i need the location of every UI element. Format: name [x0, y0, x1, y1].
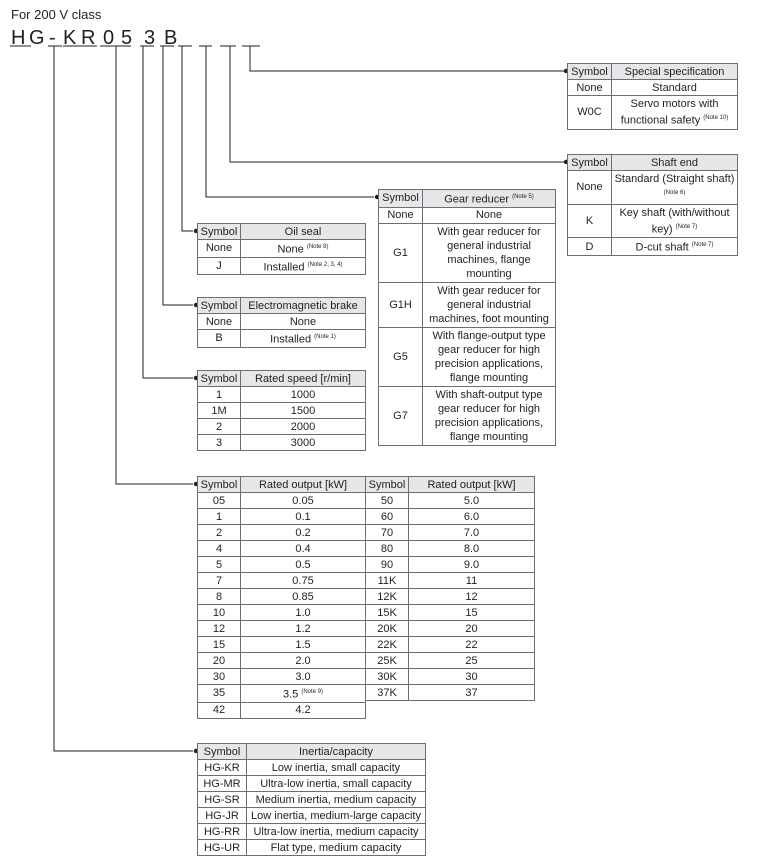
value-cell: 8.0 — [409, 541, 535, 557]
inertia-header: Inertia/capacity — [247, 744, 426, 760]
symbol-cell: D — [568, 238, 612, 256]
value-cell: 3.5 $^{(Note 9)}$ — [241, 685, 366, 703]
inertia-table — [197, 743, 426, 856]
symbol-header: Symbol — [568, 155, 612, 171]
symbol-cell: 35 — [198, 685, 241, 703]
value-cell: Flat type, medium capacity — [247, 840, 426, 856]
symbol-cell: 2 — [198, 525, 241, 541]
model-char: 3 — [144, 27, 156, 49]
symbol-header: Symbol — [198, 477, 241, 493]
symbol-cell: 1M — [198, 403, 241, 419]
symbol-cell: B — [198, 330, 241, 348]
shaft-end-header: Shaft end — [612, 155, 738, 171]
value-cell: 1000 — [241, 387, 366, 403]
value-cell: 0.1 — [241, 509, 366, 525]
value-cell: With flange-output type gear reducer for high precision applications, flange mounting — [423, 327, 556, 386]
value-cell: Servo motors with functional safety $^{(Note 10)}$ — [612, 96, 738, 130]
symbol-cell: None — [568, 80, 612, 96]
symbol-cell: 80 — [366, 541, 409, 557]
special-spec-table — [567, 63, 738, 130]
value-cell: 0.85 — [241, 589, 366, 605]
symbol-cell: 15 — [198, 637, 241, 653]
model-char: H — [11, 27, 26, 49]
value-cell: 25 — [409, 653, 535, 669]
symbol-header: Symbol — [366, 477, 409, 493]
model-char: 0 — [103, 27, 115, 49]
symbol-cell: 15K — [366, 605, 409, 621]
brake-table — [197, 297, 366, 348]
model-char: K — [63, 27, 77, 49]
value-cell: Ultra-low inertia, small capacity — [247, 776, 426, 792]
symbol-cell: HG-RR — [198, 824, 247, 840]
value-cell: None — [241, 314, 366, 330]
symbol-cell: 11K — [366, 573, 409, 589]
symbol-cell: 7 — [198, 573, 241, 589]
value-cell: 0.05 — [241, 493, 366, 509]
value-cell: Installed $^{(Note 2, 3, 4)}$ — [241, 257, 366, 275]
value-cell: 20 — [409, 621, 535, 637]
symbol-header: Symbol — [198, 298, 241, 314]
symbol-header: Symbol — [198, 744, 247, 760]
value-cell: Low inertia, small capacity — [247, 760, 426, 776]
symbol-cell: 37K — [366, 685, 409, 701]
value-cell: None — [423, 207, 556, 223]
symbol-cell: None — [379, 207, 423, 223]
symbol-cell: None — [568, 171, 612, 205]
gear-reducer-table — [378, 189, 556, 446]
symbol-cell: 60 — [366, 509, 409, 525]
gear-reducer-header: Gear reducer $^{(Note 5)}$ — [423, 190, 556, 208]
symbol-cell: HG-SR — [198, 792, 247, 808]
symbol-cell: 90 — [366, 557, 409, 573]
symbol-header: Symbol — [568, 64, 612, 80]
symbol-cell: G1H — [379, 282, 423, 327]
value-cell: Standard (Straight shaft) $^{(Note 6)}$ — [612, 171, 738, 205]
symbol-cell: 8 — [198, 589, 241, 605]
symbol-cell: 20 — [198, 653, 241, 669]
value-cell: 0.4 — [241, 541, 366, 557]
value-cell: 1.2 — [241, 621, 366, 637]
symbol-cell: HG-UR — [198, 840, 247, 856]
rated-output-header: Rated output [kW] — [241, 477, 366, 493]
symbol-header: Symbol — [198, 371, 241, 387]
symbol-cell: 5 — [198, 557, 241, 573]
symbol-cell: K — [568, 204, 612, 238]
symbol-cell: 10 — [198, 605, 241, 621]
value-cell: 4.2 — [241, 702, 366, 718]
symbol-cell: G1 — [379, 223, 423, 282]
value-cell: 11 — [409, 573, 535, 589]
oil-seal-table — [197, 223, 366, 275]
value-cell: 2000 — [241, 419, 366, 435]
symbol-cell: 30 — [198, 669, 241, 685]
value-cell: 37 — [409, 685, 535, 701]
value-cell: Low inertia, medium-large capacity — [247, 808, 426, 824]
value-cell: With gear reducer for general industrial machines, flange mounting — [423, 223, 556, 282]
value-cell: Ultra-low inertia, medium capacity — [247, 824, 426, 840]
brake-header: Electromagnetic brake — [241, 298, 366, 314]
rated-output-table-left — [197, 476, 366, 719]
symbol-header: Symbol — [198, 224, 241, 240]
rated-speed-table — [197, 370, 366, 451]
symbol-cell: 2 — [198, 419, 241, 435]
symbol-cell: G5 — [379, 327, 423, 386]
value-cell: 22 — [409, 637, 535, 653]
symbol-cell: 1 — [198, 509, 241, 525]
value-cell: 1.5 — [241, 637, 366, 653]
symbol-cell: 1 — [198, 387, 241, 403]
value-cell: 0.2 — [241, 525, 366, 541]
value-cell: 1500 — [241, 403, 366, 419]
value-cell: 0.75 — [241, 573, 366, 589]
symbol-cell: J — [198, 257, 241, 275]
model-char: G — [29, 27, 45, 49]
value-cell: 2.0 — [241, 653, 366, 669]
value-cell: 5.0 — [409, 493, 535, 509]
symbol-cell: 70 — [366, 525, 409, 541]
shaft-end-table — [567, 154, 738, 256]
symbol-header: Symbol — [379, 190, 423, 208]
model-char: R — [81, 27, 96, 49]
symbol-cell: HG-KR — [198, 760, 247, 776]
value-cell: 3.0 — [241, 669, 366, 685]
value-cell: 7.0 — [409, 525, 535, 541]
symbol-cell: 4 — [198, 541, 241, 557]
model-char: - — [49, 27, 56, 49]
model-char: 5 — [121, 27, 133, 49]
symbol-cell: 22K — [366, 637, 409, 653]
value-cell: 0.5 — [241, 557, 366, 573]
value-cell: 15 — [409, 605, 535, 621]
value-cell: Installed $^{(Note 1)}$ — [241, 330, 366, 348]
value-cell: Standard — [612, 80, 738, 96]
oil-seal-header: Oil seal — [241, 224, 366, 240]
symbol-cell: 3 — [198, 435, 241, 451]
rated-speed-header: Rated speed [r/min] — [241, 371, 366, 387]
rated-output-table-right — [365, 476, 535, 701]
rated-output-header: Rated output [kW] — [409, 477, 535, 493]
symbol-cell: 12 — [198, 621, 241, 637]
symbol-cell: None — [198, 240, 241, 258]
symbol-cell: 25K — [366, 653, 409, 669]
symbol-cell: 20K — [366, 621, 409, 637]
special-spec-header: Special specification — [612, 64, 738, 80]
value-cell: 3000 — [241, 435, 366, 451]
value-cell: 6.0 — [409, 509, 535, 525]
value-cell: D-cut shaft $^{(Note 7)}$ — [612, 238, 738, 256]
symbol-cell: W0C — [568, 96, 612, 130]
symbol-cell: 50 — [366, 493, 409, 509]
value-cell: With gear reducer for general industrial machines, foot mounting — [423, 282, 556, 327]
value-cell: 9.0 — [409, 557, 535, 573]
symbol-cell: 42 — [198, 702, 241, 718]
value-cell: Key shaft (with/without key) $^{(Note 7)}$ — [612, 204, 738, 238]
symbol-cell: 12K — [366, 589, 409, 605]
symbol-cell: None — [198, 314, 241, 330]
symbol-cell: 05 — [198, 493, 241, 509]
value-cell: None $^{(Note 8)}$ — [241, 240, 366, 258]
symbol-cell: HG-MR — [198, 776, 247, 792]
value-cell: 1.0 — [241, 605, 366, 621]
value-cell: With shaft-output type gear reducer for high precision applications, flange mounting — [423, 386, 556, 445]
symbol-cell: 30K — [366, 669, 409, 685]
class-label: For 200 V class — [11, 7, 102, 22]
model-char: B — [164, 27, 178, 49]
symbol-cell: G7 — [379, 386, 423, 445]
value-cell: Medium inertia, medium capacity — [247, 792, 426, 808]
value-cell: 30 — [409, 669, 535, 685]
value-cell: 12 — [409, 589, 535, 605]
symbol-cell: HG-JR — [198, 808, 247, 824]
